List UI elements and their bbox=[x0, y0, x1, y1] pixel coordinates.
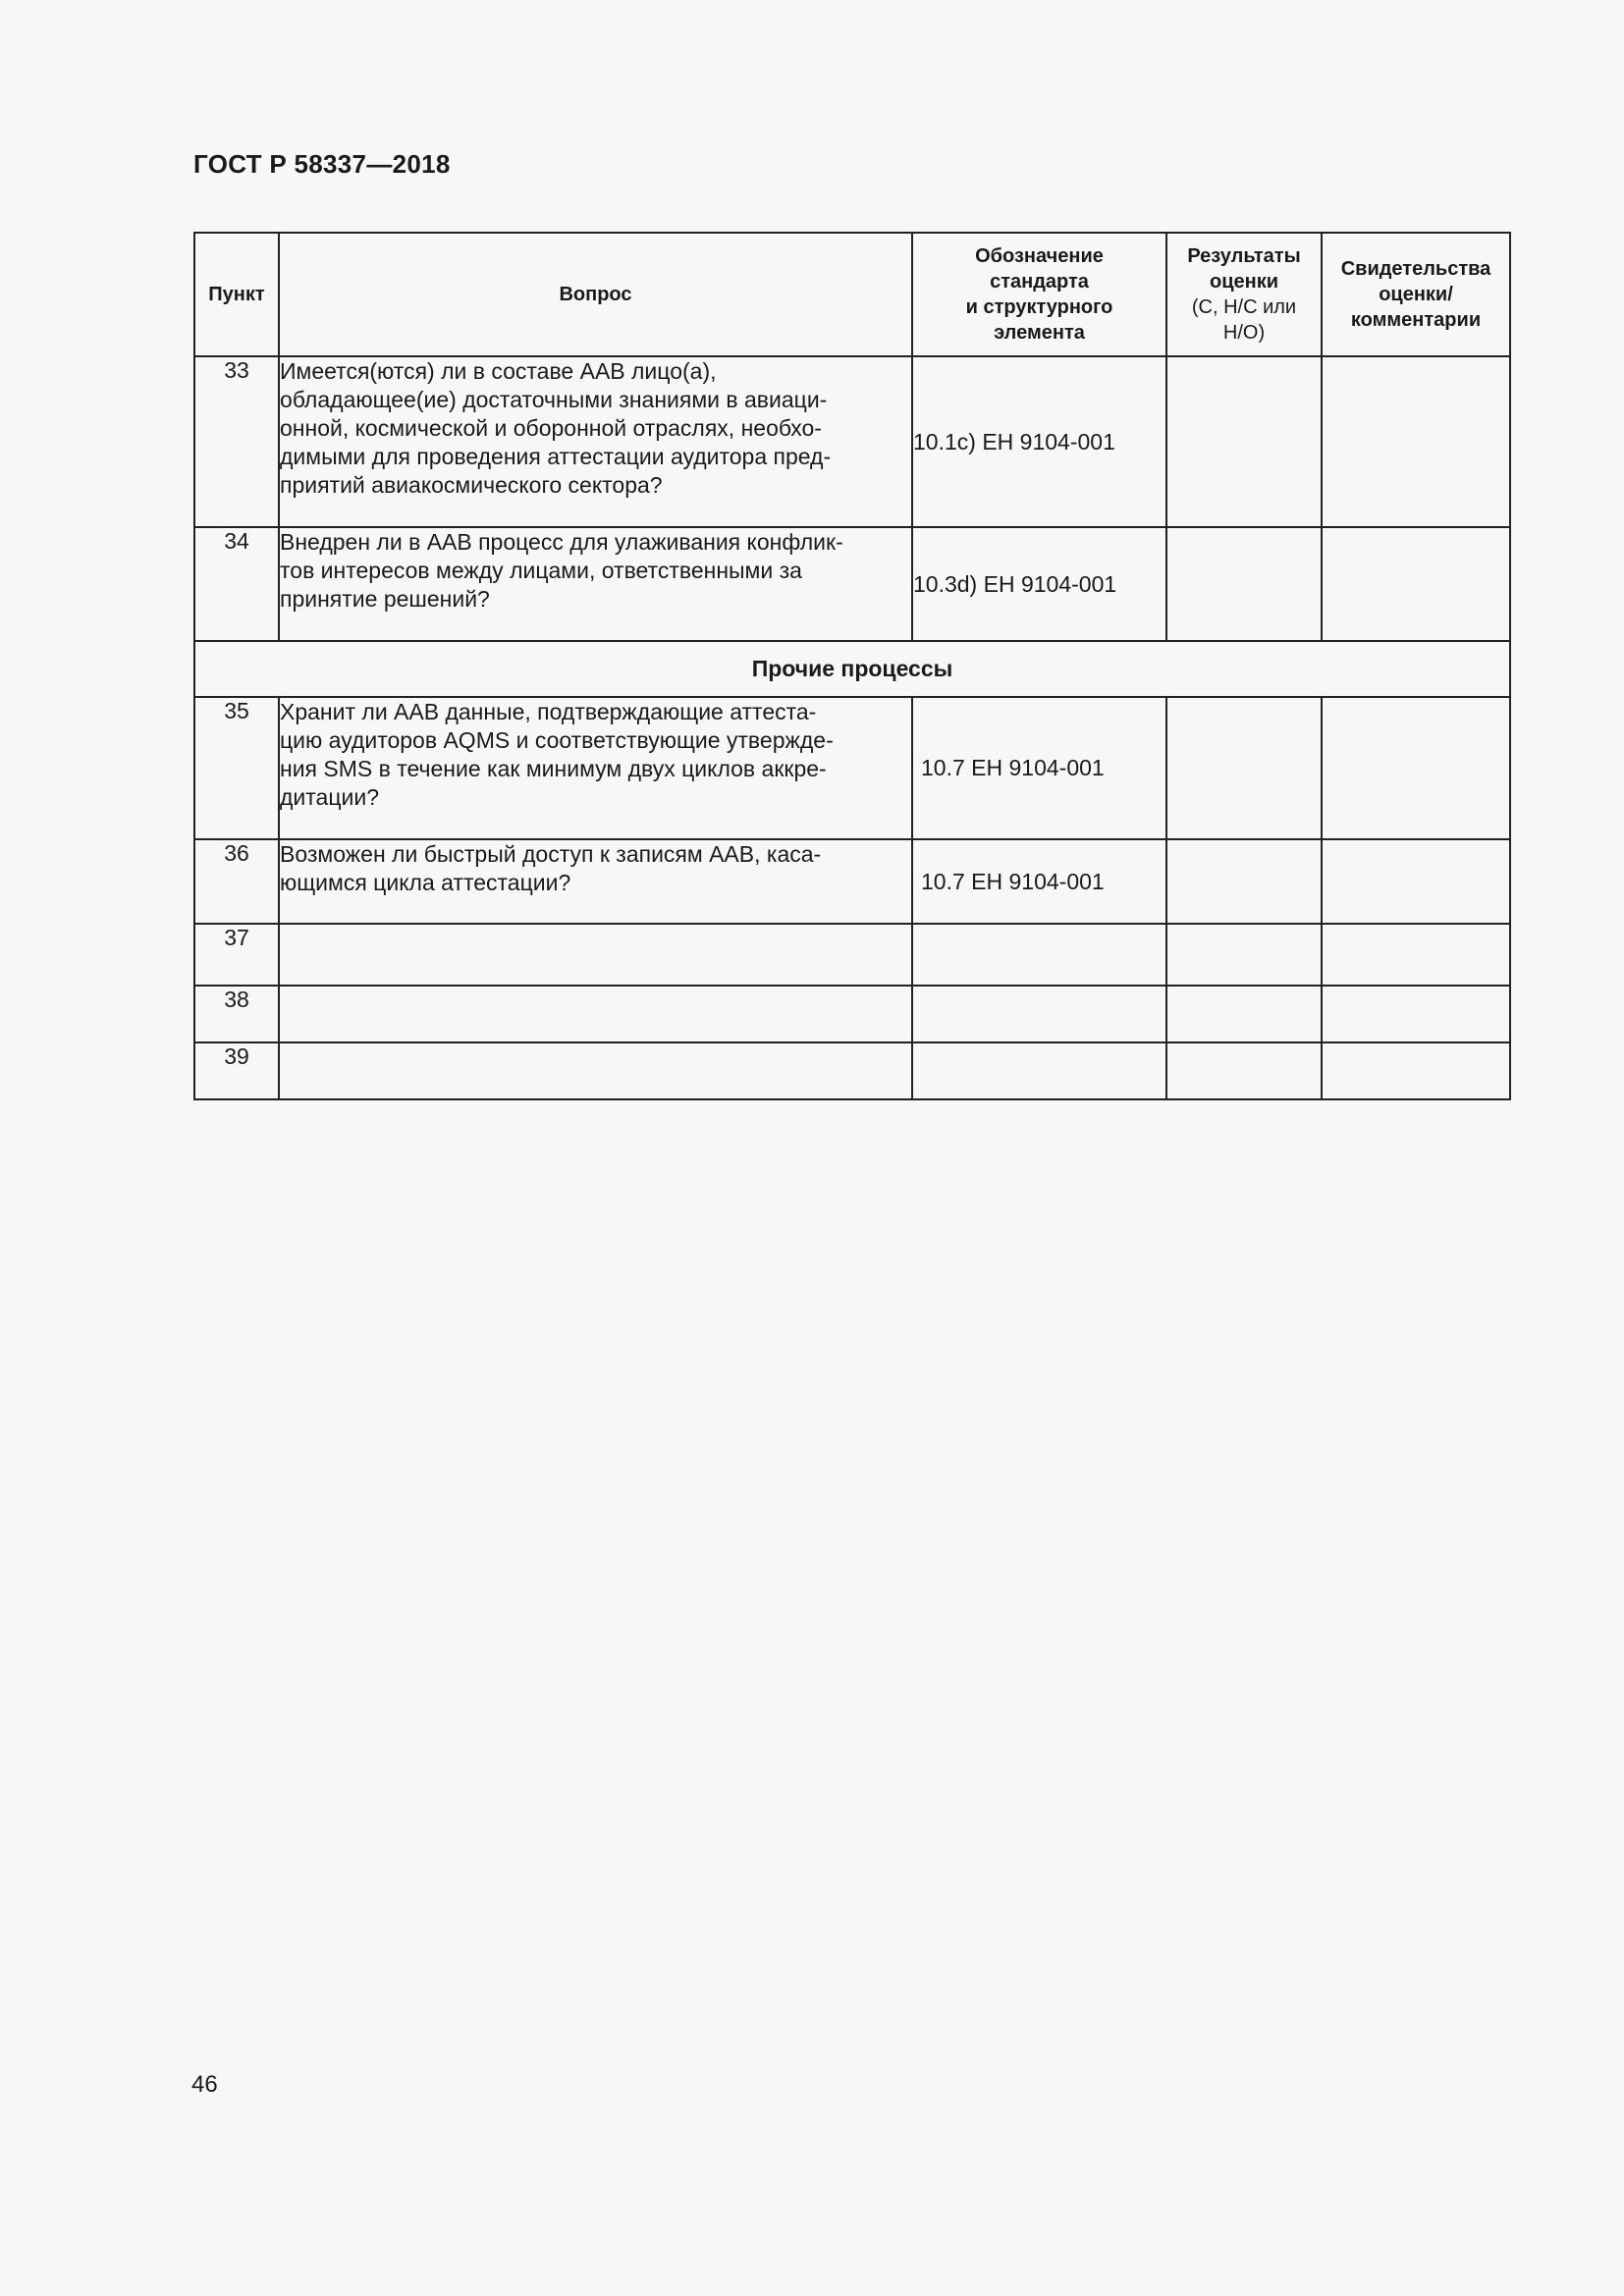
question-line: ющимся цикла аттестации? bbox=[280, 870, 571, 895]
row-number: 37 bbox=[194, 924, 279, 986]
question-line: приятий авиакосмического сектора? bbox=[280, 472, 663, 498]
question-line: Внедрен ли в ААВ процесс для улаживания конфлик- bbox=[280, 529, 843, 555]
result-cell[interactable] bbox=[1166, 697, 1322, 839]
document-code: ГОСТ Р 58337—2018 bbox=[193, 149, 451, 179]
question-line: ния SMS в течение как минимум двух циклов аккре- bbox=[280, 756, 827, 781]
row-number: 39 bbox=[194, 1042, 279, 1099]
table-row bbox=[194, 697, 1510, 839]
table-row bbox=[194, 839, 1510, 924]
question-line: Возможен ли быстрый доступ к записям ААВ, каса- bbox=[280, 841, 822, 867]
result-cell[interactable] bbox=[1166, 527, 1322, 641]
question-line: тов интересов между лицами, ответственными за bbox=[280, 558, 802, 583]
question-cell bbox=[279, 527, 912, 641]
question-cell[interactable] bbox=[279, 1042, 912, 1099]
question-line: онной, космической и оборонной отраслях, необхо- bbox=[280, 415, 822, 441]
question-line: цию аудиторов AQMS и соответствующие утвержде- bbox=[280, 727, 834, 753]
evidence-cell[interactable] bbox=[1322, 356, 1510, 527]
col-header-evidence-line: Свидетельства bbox=[1340, 258, 1491, 280]
result-cell[interactable] bbox=[1166, 986, 1322, 1042]
reference-cell[interactable] bbox=[912, 924, 1166, 986]
result-cell[interactable] bbox=[1166, 356, 1322, 527]
col-header-results-line: Результаты bbox=[1187, 245, 1301, 267]
result-cell[interactable] bbox=[1166, 1042, 1322, 1099]
question-cell[interactable] bbox=[279, 924, 912, 986]
col-header-evidence bbox=[1322, 233, 1510, 356]
row-number: 38 bbox=[194, 986, 279, 1042]
table-row bbox=[194, 1042, 1510, 1099]
question-cell bbox=[279, 839, 912, 924]
section-title: Прочие процессы bbox=[194, 641, 1510, 697]
evidence-cell[interactable] bbox=[1322, 1042, 1510, 1099]
row-number: 35 bbox=[194, 697, 279, 839]
col-header-designation-line: элемента bbox=[994, 322, 1085, 344]
col-header-results-sub: Н/О) bbox=[1222, 322, 1266, 344]
evidence-cell[interactable] bbox=[1322, 924, 1510, 986]
evidence-cell[interactable] bbox=[1322, 986, 1510, 1042]
row-number: 34 bbox=[194, 527, 279, 641]
question-cell[interactable] bbox=[279, 986, 912, 1042]
reference-cell: 10.1c) ЕН 9104-001 bbox=[912, 356, 1166, 527]
row-number: 36 bbox=[194, 839, 279, 924]
reference-cell[interactable] bbox=[912, 986, 1166, 1042]
reference-cell: 10.3d) ЕН 9104-001 bbox=[912, 527, 1166, 641]
col-header-designation-line: стандарта bbox=[990, 271, 1089, 293]
col-header-num: Пункт bbox=[194, 233, 279, 356]
question-line: димыми для проведения аттестации аудитора пред- bbox=[280, 444, 832, 469]
col-header-designation-line: и структурного bbox=[965, 296, 1113, 318]
question-cell bbox=[279, 697, 912, 839]
col-header-results-sub: (С, Н/С или bbox=[1191, 296, 1297, 318]
section-row bbox=[194, 641, 1510, 697]
col-header-evidence-line: комментарии bbox=[1350, 309, 1482, 331]
result-cell[interactable] bbox=[1166, 839, 1322, 924]
evidence-cell[interactable] bbox=[1322, 697, 1510, 839]
col-header-evidence-line: оценки/ bbox=[1379, 284, 1453, 305]
checklist-table bbox=[193, 232, 1511, 1100]
col-header-results-line: оценки bbox=[1209, 271, 1279, 293]
table-row bbox=[194, 924, 1510, 986]
col-header-question: Вопрос bbox=[279, 233, 912, 356]
reference-cell: 10.7 ЕН 9104-001 bbox=[912, 697, 1166, 839]
table-row bbox=[194, 356, 1510, 527]
col-header-designation bbox=[912, 233, 1166, 356]
question-cell bbox=[279, 356, 912, 527]
question-line: Хранит ли ААВ данные, подтверждающие аттеста- bbox=[280, 699, 817, 724]
row-number: 33 bbox=[194, 356, 279, 527]
evidence-cell[interactable] bbox=[1322, 527, 1510, 641]
evidence-cell[interactable] bbox=[1322, 839, 1510, 924]
question-line: обладающее(ие) достаточными знаниями в авиаци- bbox=[280, 387, 828, 412]
question-line: Имеется(ются) ли в составе ААВ лицо(а), bbox=[280, 358, 717, 384]
question-line: принятие решений? bbox=[280, 586, 490, 612]
page-number: 46 bbox=[191, 2071, 218, 2098]
result-cell[interactable] bbox=[1166, 924, 1322, 986]
reference-cell: 10.7 ЕН 9104-001 bbox=[912, 839, 1166, 924]
question-line: дитации? bbox=[280, 784, 379, 810]
table-header-row bbox=[194, 233, 1510, 356]
col-header-results bbox=[1166, 233, 1322, 356]
table-row bbox=[194, 527, 1510, 641]
table-row bbox=[194, 986, 1510, 1042]
col-header-designation-line: Обозначение bbox=[975, 245, 1104, 267]
reference-cell[interactable] bbox=[912, 1042, 1166, 1099]
